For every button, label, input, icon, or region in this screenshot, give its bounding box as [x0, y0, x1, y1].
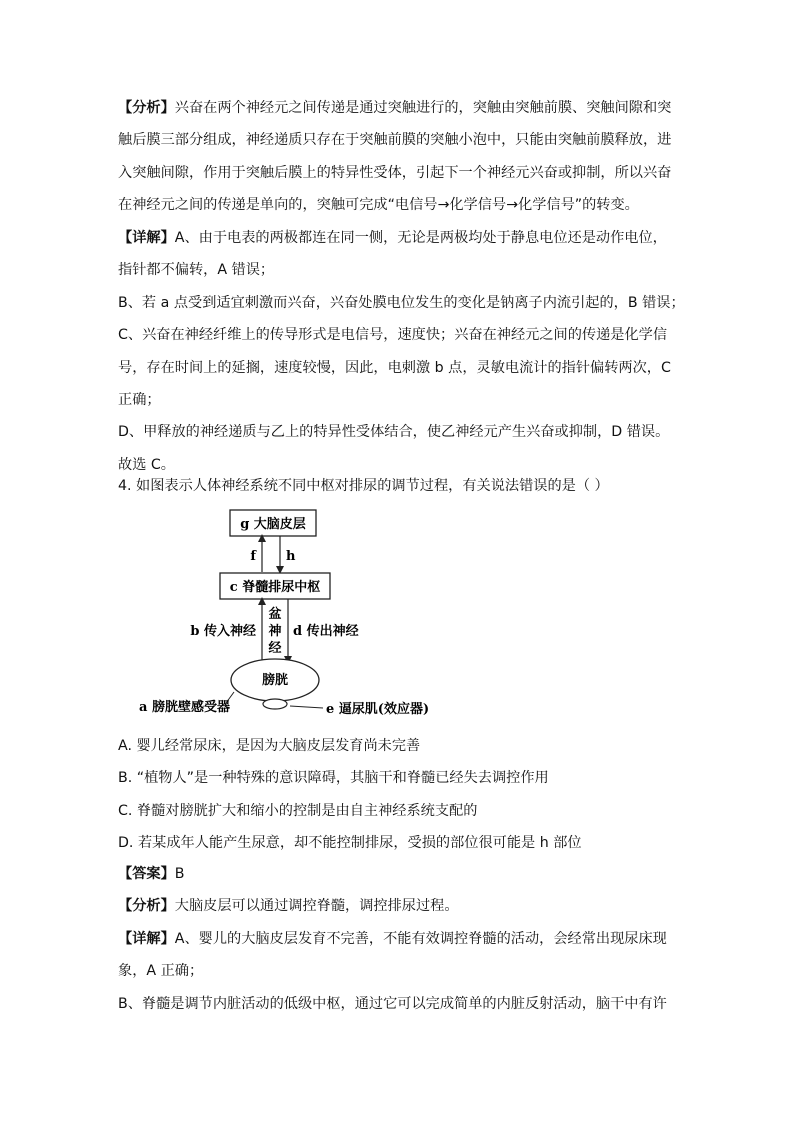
text-line: 指针都不偏转，A 错误；	[118, 262, 275, 279]
text-line: C、兴奋在神经纤维上的传导形式是电信号，速度快；兴奋在神经元之间的传递是化学信	[118, 327, 668, 344]
question-text: 4. 如图表示人体神经系统不同中枢对排尿的调节过程，有关说法错误的是（ ）	[118, 478, 609, 494]
receptor-label: a 膀胱壁感受器	[139, 700, 230, 715]
text-line: 【详解】A、由于电表的两极都连在同一侧，无论是两极均处于静息电位还是动作电位，	[118, 230, 667, 246]
effector-leader	[290, 706, 323, 708]
efferent-label: d 传出神经	[293, 624, 359, 639]
pelvic-char-3: 经	[268, 641, 282, 656]
urination-reflex-diagram	[118, 500, 478, 730]
option-b: B. “植物人”是一种特殊的意识障碍，其脑干和脊髓已经失去调控作用	[118, 770, 549, 787]
effector-label: e 逼尿肌(效应器)	[326, 702, 430, 717]
option-a: A. 婴儿经常尿床，是因为大脑皮层发育尚未完善	[118, 738, 421, 754]
pelvic-char-2: 神	[268, 624, 282, 639]
previous-analysis	[118, 92, 678, 222]
answer-tag: 【答案】	[118, 866, 175, 882]
analysis-line: 【分析】大脑皮层可以通过调控脊髓，调控排尿过程。	[118, 898, 459, 915]
bladder-outlet	[263, 699, 287, 709]
detail-tag: 【详解】	[118, 230, 175, 246]
analysis-tag: 【分析】	[118, 898, 175, 915]
text-line: 正确；	[118, 391, 161, 408]
option-c: C. 脊髓对膀胱扩大和缩小的控制是由自主神经系统支配的	[118, 802, 478, 819]
text-line: B、若 a 点受到适宜刺激而兴奋，兴奋处膜电位发生的变化是钠离子内流引起的，B 错误；	[118, 294, 685, 311]
question-stem	[118, 470, 678, 502]
pelvic-char-1: 盆	[268, 607, 282, 622]
text-line: D、甲释放的神经递质与乙上的特异性受体结合，使乙神经元产生兴奋或抑制，D 错误。	[118, 424, 670, 441]
spinal-center-label: c 脊髓排尿中枢	[229, 580, 321, 595]
answer-value: B	[174, 866, 185, 882]
text-line: B、脊髓是调节内脏活动的低级中枢，通过它可以完成简单的内脏反射活动，脑干中有许	[118, 995, 667, 1012]
text-line: 触后膜三部分组成，神经递质只存在于突触前膜的突触小泡中，只能由突触前膜释放，进	[118, 132, 672, 149]
options-list	[118, 730, 678, 860]
option-d: D. 若某成年人能产生尿意，却不能控制排尿，受损的部位很可能是 h 部位	[118, 835, 582, 852]
text-line: 号，存在时间上的延搁，速度较慢，因此，电刺激 b 点，灵敏电流计的指针偏转两次，C	[118, 359, 671, 376]
text-line: 在神经元之间的传递是单向的，突触可完成“电信号→化学信号→化学信号”的转变。	[118, 197, 639, 214]
detail-tag: 【详解】	[118, 930, 175, 947]
text-line: 象，A 正确；	[118, 963, 204, 980]
answer-line	[118, 858, 678, 890]
text-line: 入突触间隙，作用于突触后膜上的特异性受体，引起下一个神经元兴奋或抑制，所以兴奋	[118, 164, 672, 181]
text-line: 【详解】A、婴儿的大脑皮层发育不完善，不能有效调控脊髓的活动，会经常出现尿床现	[118, 930, 667, 947]
text-line: 故选 C。	[118, 456, 175, 473]
text-line: 【分析】兴奋在两个神经元之间传递是通过突触进行的，突触由突触前膜、突触间隙和突	[118, 100, 672, 116]
h-label: h	[286, 549, 296, 564]
bladder-label: 膀胱	[261, 673, 289, 688]
previous-detail	[118, 222, 685, 481]
answer-section	[118, 858, 678, 1020]
f-label: f	[250, 549, 256, 564]
cortex-label: g 大脑皮层	[240, 517, 306, 532]
afferent-label: b 传入神经	[190, 624, 256, 639]
analysis-tag: 【分析】	[118, 100, 175, 116]
